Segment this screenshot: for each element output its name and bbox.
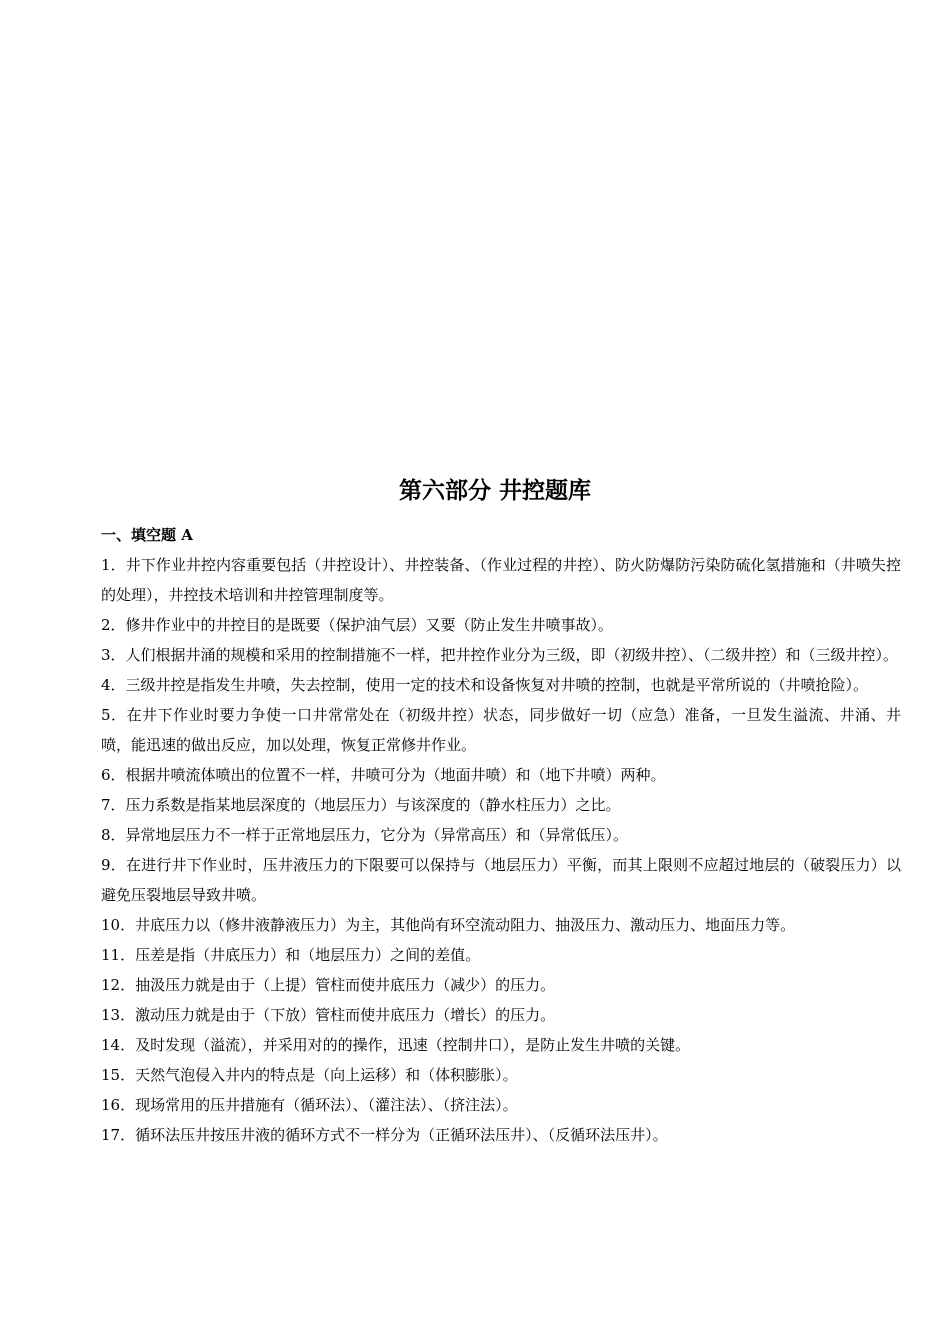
question-list	[101, 550, 901, 1150]
question-item: 15．天然气泡侵入井内的特点是（向上运移）和（体积膨胀）。	[101, 1066, 518, 1084]
question-item: 5．在井下作业时要力争使一口井常常处在（初级井控）状态，同步做好一切（应急）准备，一旦发生溢流、井涌、井喷，能迅速的做出反应，加以处理，恢复正常修井作业。	[101, 706, 901, 754]
question-item: 12．抽汲压力就是由于（上提）管柱而使井底压力（减少）的压力。	[101, 976, 556, 994]
question-item: 1．井下作业井控内容重要包括（井控设计）、井控装备、（作业过程的井控）、防火防爆防污染防硫化氢措施和（井喷失控的处理），井控技术培训和井控管理制度等。	[101, 556, 901, 604]
section-heading: 一、填空题 A	[101, 526, 193, 544]
question-item: 17．循环法压井按压井液的循环方式不一样分为（正循环法压井）、（反循环法压井）。	[101, 1126, 668, 1144]
question-item: 2．修井作业中的井控目的是既要（保护油气层）又要（防止发生井喷事故）。	[101, 616, 614, 634]
question-item: 11．压差是指（井底压力）和（地层压力）之间的差值。	[101, 946, 481, 964]
question-item: 14．及时发现（溢流），并采用对的的操作，迅速（控制井口），是防止发生井喷的关键。	[101, 1036, 691, 1054]
question-item: 10．井底压力以（修井液静液压力）为主，其他尚有环空流动阻力、抽汲压力、激动压力、地面压力等。	[101, 916, 796, 934]
question-item: 7．压力系数是指某地层深度的（地层压力）与该深度的（静水柱压力）之比。	[101, 796, 621, 814]
question-item: 9．在进行井下作业时，压井液压力的下限要可以保持与（地层压力）平衡，而其上限则不应超过地层的（破裂压力）以避免压裂地层导致井喷。	[101, 856, 901, 904]
question-item: 8．异常地层压力不一样于正常地层压力，它分为（异常高压）和（异常低压）。	[101, 826, 629, 844]
question-item: 3．人们根据井涌的规模和采用的控制措施不一样，把井控作业分为三级，即（初级井控）、（二级井控）和（三级井控）。	[101, 646, 899, 664]
question-item: 13．激动压力就是由于（下放）管柱而使井底压力（增长）的压力。	[101, 1006, 556, 1024]
question-item: 6．根据井喷流体喷出的位置不一样，井喷可分为（地面井喷）和（地下井喷）两种。	[101, 766, 666, 784]
question-item: 16．现场常用的压井措施有（循环法）、（灌注法）、（挤注法）。	[101, 1096, 518, 1114]
question-item: 4．三级井控是指发生井喷，失去控制，使用一定的技术和设备恢复对井喷的控制，也就是平常所说的（井喷抢险）。	[101, 676, 869, 694]
document-title: 第六部分 井控题库	[398, 477, 591, 504]
